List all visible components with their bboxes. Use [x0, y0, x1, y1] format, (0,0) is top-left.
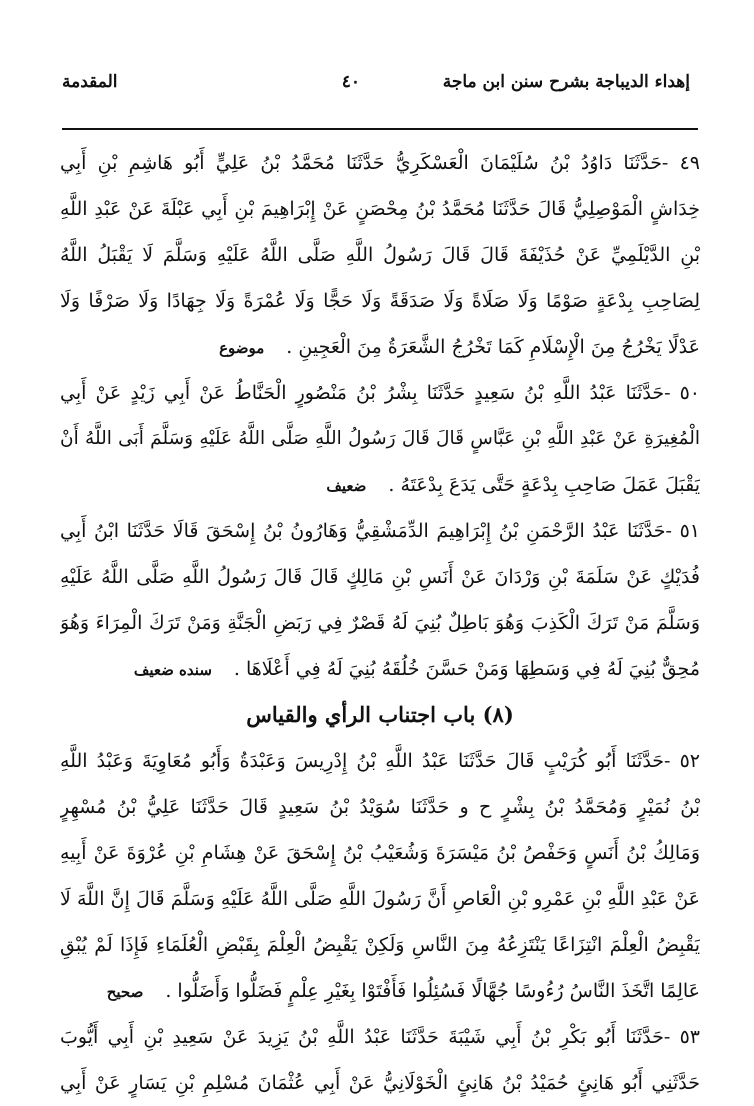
text-line: ٥١ -حَدَّثَنَا عَبْدُ الرَّحْمَنِ بْنُ إِبْرَاهِيمَ الدِّمَشْقِيُّ وَهَارُونُ بْنُ إِسْحَقَ قَالَا حَدَّثَنَا ابْنُ أَبِي	[60, 520, 700, 542]
grade-label: صحيح	[106, 983, 144, 1001]
chapter-heading: (٨) باب اجتناب الرأي والقياس	[246, 702, 514, 727]
text-line: وَسَلَّمَ مَنْ تَرَكَ الْكَذِبَ وَهُوَ بَاطِلٌ بُنِيَ لَهُ قَصْرٌ فِي رَبَضِ الْجَنَّةِ وَمَنْ تَرَكَ الْمِرَاءَ وَهُوَ	[60, 612, 700, 634]
text-line: ٥٣ -حَدَّثَنَا أَبُو بَكْرِ بْنُ أَبِي شَيْبَةَ حَدَّثَنَا عَبْدُ اللَّهِ بْنُ يَزِيدَ عَنْ سَعِيدِ بْنِ أَبِي أَيُّوبَ	[60, 1026, 700, 1048]
book-title: إهداء الديباجة بشرح سنن ابن ماجة	[442, 72, 690, 92]
grade-label: سنده ضعيف	[133, 661, 212, 679]
text-line: ٤٩ -حَدَّثَنَا دَاوُدُ بْنُ سُلَيْمَانَ الْعَسْكَرِيُّ حَدَّثَنَا مُحَمَّدُ بْنُ عَلِيٍّ أَبُو هَاشِمِ بْنِ أَبِي	[60, 152, 700, 174]
text-line: عَنْ عَبْدِ اللَّهِ بْنِ عَمْرِو بْنِ الْعَاصِ أَنَّ رَسُولَ اللَّهِ صَلَّى اللَّهُ عَلَيْهِ وَسَلَّمَ قَالَ إِنَّ اللَّهَ لَا	[60, 888, 700, 910]
text-line	[60, 462, 700, 508]
header-rule	[62, 128, 698, 130]
hadith-49	[60, 140, 700, 370]
text-line: الْمُغِيرَةِ عَنْ عَبْدِ اللَّهِ بْنِ عَبَّاسٍ قَالَ قَالَ رَسُولُ اللَّهِ صَلَّى اللَّهُ عَلَيْهِ وَسَلَّمَ أَبَى اللَّهُ أَنْ	[60, 428, 700, 449]
grade-label: موضوع	[219, 339, 265, 357]
running-header	[62, 66, 690, 100]
text-line-end: عَدْلًا يَخْرُجُ مِنَ الْإِسْلَامِ كَمَا تَخْرُجُ الشَّعَرَةُ مِنَ الْعَجِينِ .	[286, 336, 700, 358]
hadith-53	[60, 1014, 700, 1106]
text-line: خِدَاشٍ الْمَوْصِلِيُّ قَالَ حَدَّثَنَا مُحَمَّدُ بْنُ مِحْصَنٍ عَنْ إِبْرَاهِيمَ بْنِ أَبِي عَبْلَةَ عَنْ عَبْدِ اللَّهِ	[60, 198, 700, 220]
hadith-52	[60, 738, 700, 1014]
page-number: ٤٠	[341, 72, 360, 92]
grade-label: ضعيف	[326, 477, 367, 495]
text-line: فُدَيْكٍ عَنْ سَلَمَةَ بْنِ وَرْدَانَ عَنْ أَنَسِ بْنِ مَالِكٍ قَالَ قَالَ رَسُولُ اللَّهِ صَلَّى اللَّهُ عَلَيْهِ	[60, 566, 700, 588]
hadith-50	[60, 370, 700, 508]
page-body	[60, 140, 700, 1106]
text-line: ٥٠ -حَدَّثَنَا عَبْدُ اللَّهِ بْنُ سَعِيدٍ حَدَّثَنَا بِشْرُ بْنُ مَنْصُورٍ الْحَنَّاطُ عَنْ أَبِي زَيْدٍ عَنْ أَبِي	[60, 382, 700, 404]
text-line: يَقْبِضُ الْعِلْمَ انْتِزَاعًا يَنْتَزِعُهُ مِنَ النَّاسِ وَلَكِنْ يَقْبِضُ الْعِلْمَ بِقَبْضِ الْعُلَمَاءِ فَإِذَا لَمْ يُبْقِ	[60, 934, 700, 956]
text-line: حَدَّثَنِي أَبُو هَانِئٍ حُمَيْدُ بْنُ هَانِئٍ الْخَوْلَانِيُّ عَنْ أَبِي عُثْمَانَ مُسْلِمِ بْنِ يَسَارٍ عَنْ أَبِي	[60, 1072, 700, 1094]
text-line	[60, 968, 700, 1014]
text-line: بْنِ الدَّيْلَمِيِّ عَنْ حُذَيْفَةَ قَالَ قَالَ رَسُولُ اللَّهِ صَلَّى اللَّهُ عَلَيْهِ وَسَلَّمَ لَا يَقْبَلُ اللَّهُ	[60, 244, 700, 266]
text-line-end: مُحِقٌّ بُنِيَ لَهُ فِي وَسَطِهَا وَمَنْ حَسَّنَ خُلُقَهُ بُنِيَ لَهُ فِي أَعْلَاهَا .	[233, 658, 700, 680]
text-line: ٥٢ -حَدَّثَنَا أَبُو كُرَيْبٍ قَالَ حَدَّثَنَا عَبْدُ اللَّهِ بْنُ إِدْرِيسَ وَعَبْدَةُ وَأَبُو مُعَاوِيَةَ وَعَبْدُ اللَّهِ	[60, 750, 700, 772]
text-line: بْنُ نُمَيْرٍ وَمُحَمَّدُ بْنُ بِشْرٍ ح و حَدَّثَنَا سُوَيْدُ بْنُ سَعِيدٍ قَالَ حَدَّثَنَا عَلِيُّ بْنُ مُسْهِرٍ	[60, 796, 700, 818]
hadith-51	[60, 508, 700, 692]
text-line-end: عَالِمًا اتَّخَذَ النَّاسُ رُءُوسًا جُهَّالًا فَسُئِلُوا فَأَفْتَوْا بِغَيْرِ عِلْمٍ فَضَلُّوا وَأَضَلُّوا .	[165, 980, 700, 1002]
text-line: وَمَالِكُ بْنُ أَنَسٍ وَحَفْصُ بْنُ مَيْسَرَةَ وَشُعَيْبُ بْنُ إِسْحَقَ عَنْ هِشَامِ بْنِ عُرْوَةَ عَنْ أَبِيهِ	[60, 842, 700, 864]
section-name: المقدمة	[62, 72, 118, 92]
text-line: لِصَاحِبِ بِدْعَةٍ صَوْمًا وَلَا صَلَاةً وَلَا صَدَقَةً وَلَا حَجًّا وَلَا عُمْرَةً وَلَا جِهَادًا وَلَا صَرْفًا وَلَا	[60, 290, 700, 312]
text-line	[60, 646, 700, 692]
text-line-end: يَقْبَلَ عَمَلَ صَاحِبِ بِدْعَةٍ حَتَّى يَدَعَ بِدْعَتَهُ .	[388, 474, 700, 496]
text-line	[60, 324, 700, 370]
